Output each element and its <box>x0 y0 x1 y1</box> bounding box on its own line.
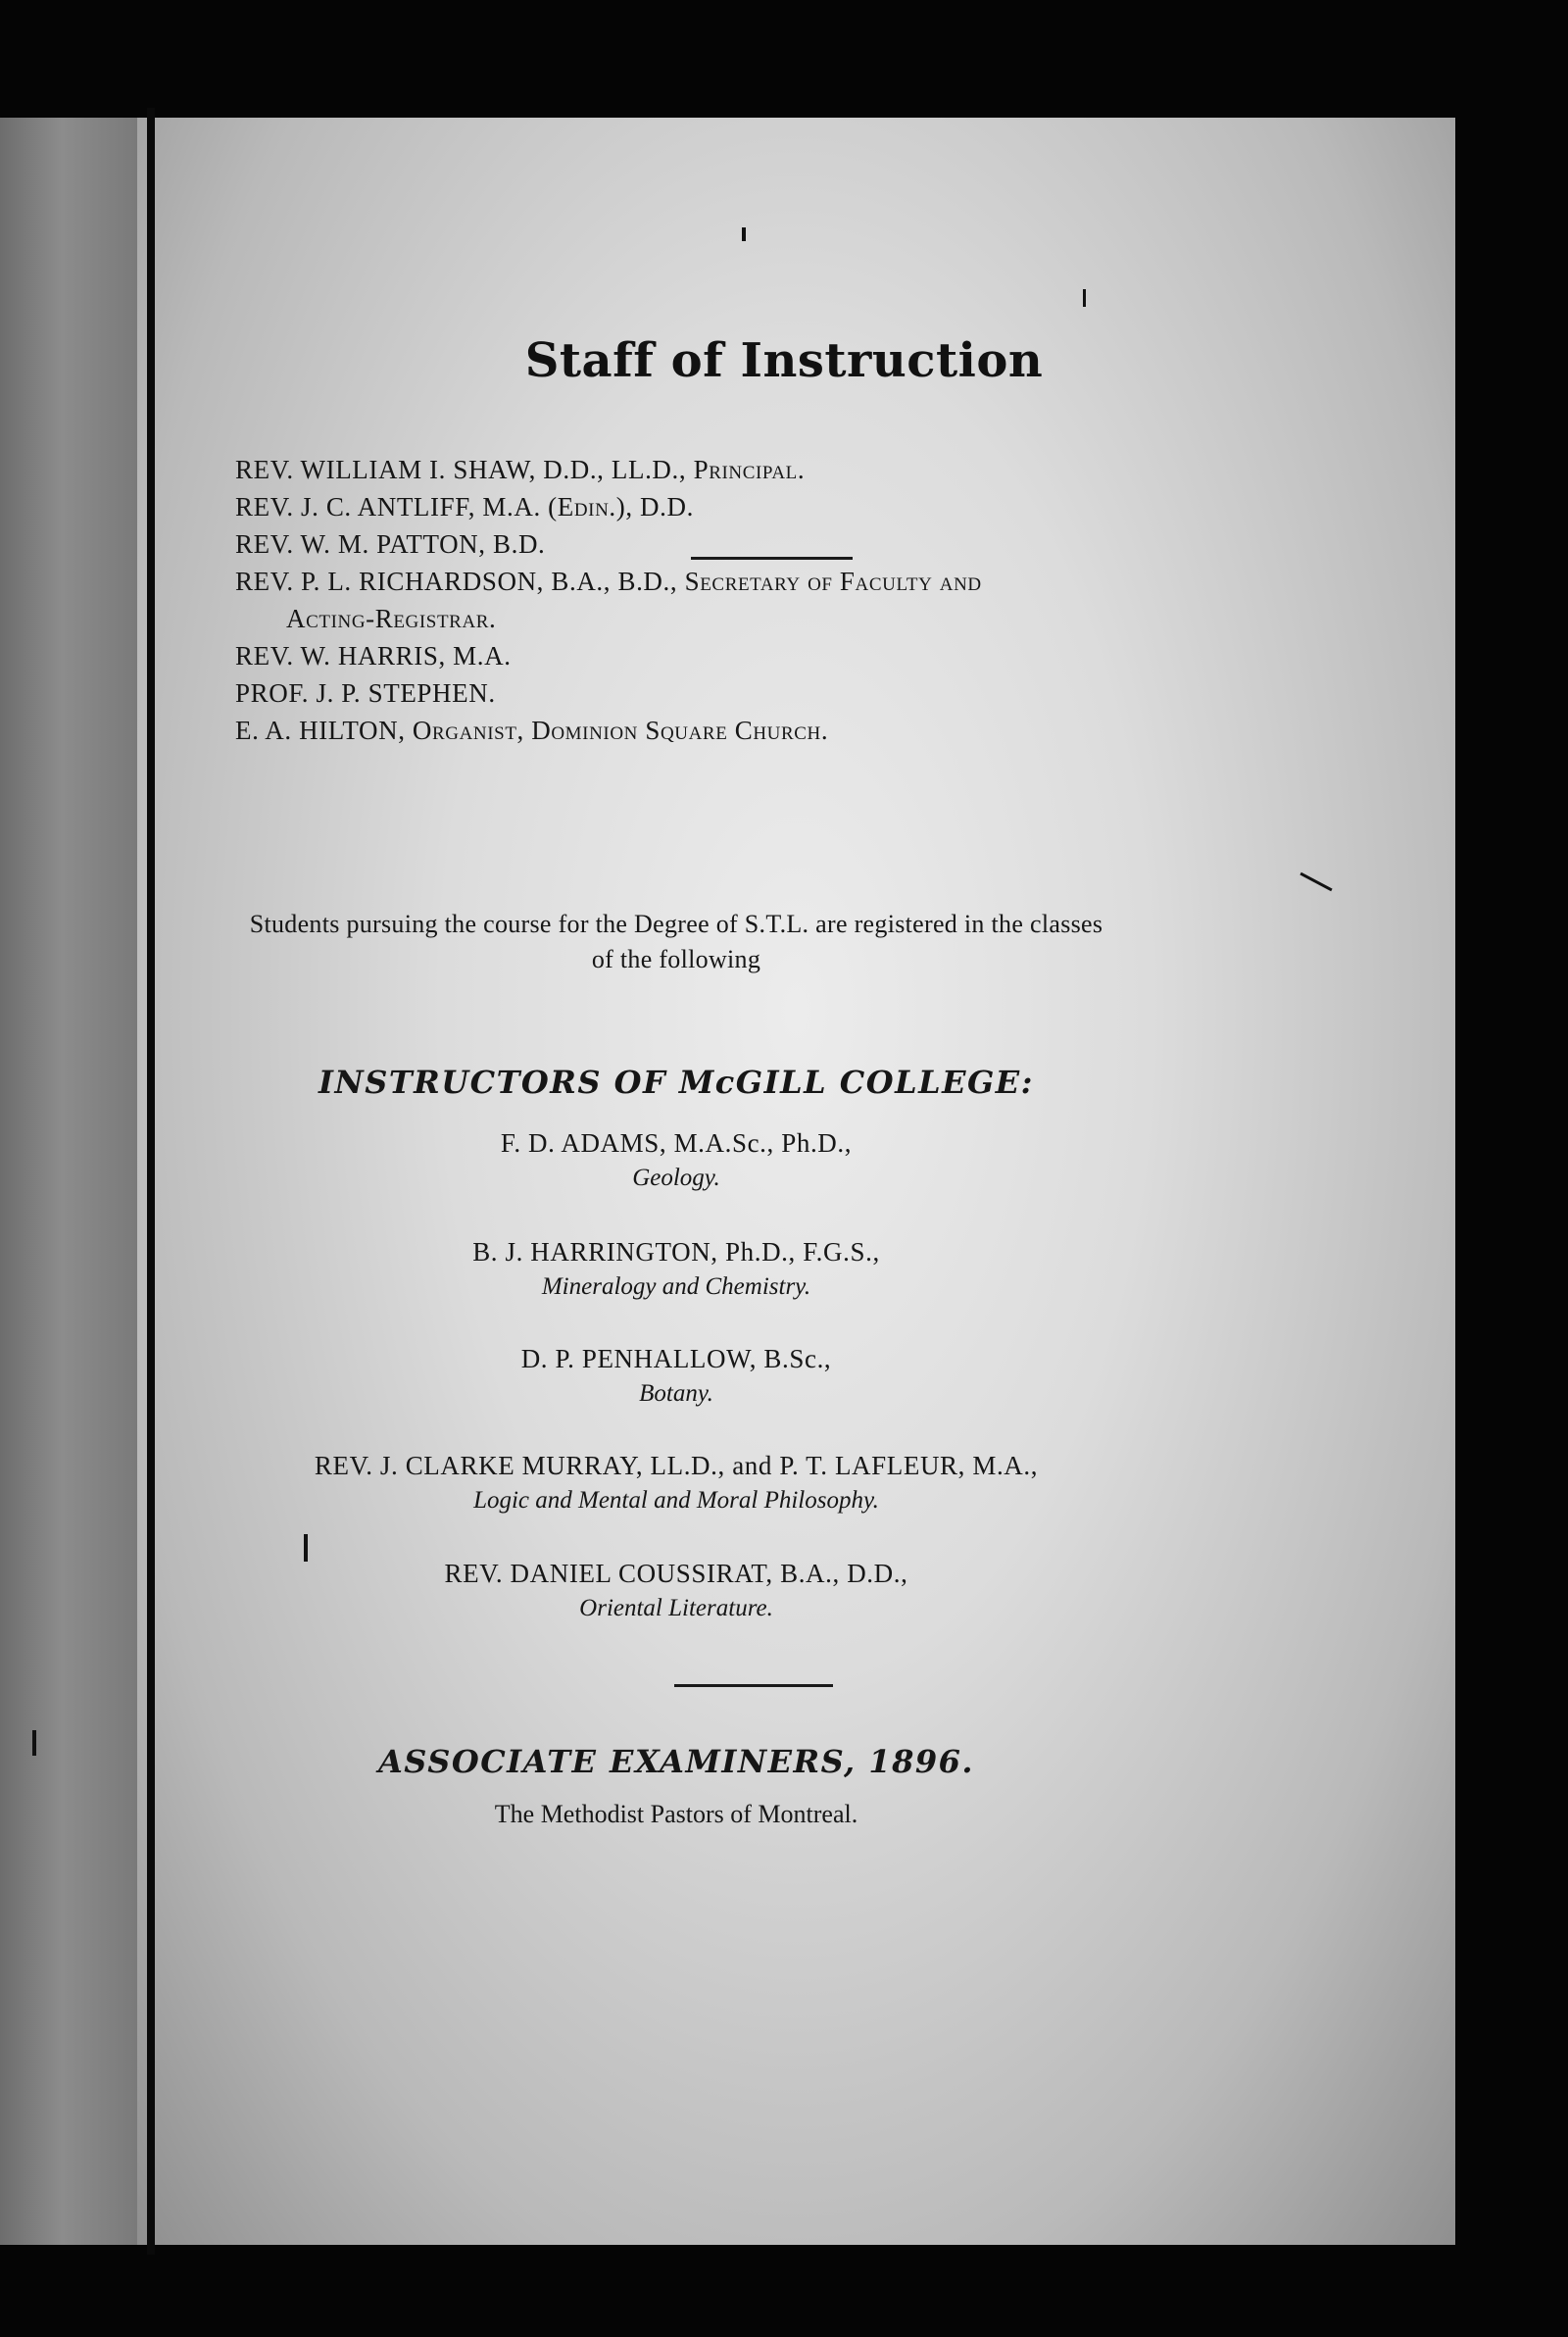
staff-entry <box>235 600 1274 637</box>
staff-name: E. A. HILTON, <box>235 716 406 745</box>
staff-name: REV. P. L. RICHARDSON, B.A., B.D., <box>235 567 678 596</box>
instructors-heading: INSTRUCTORS OF McGILL COLLEGE: <box>318 1064 1034 1101</box>
registration-note <box>137 907 1215 977</box>
instructor-name: REV. DANIEL COUSSIRAT, B.A., D.D., <box>444 1559 908 1588</box>
staff-name: PROF. J. P. STEPHEN. <box>235 678 496 708</box>
associate-examiners-heading: ASSOCIATE EXAMINERS, 1896. <box>377 1743 975 1780</box>
instructor-name: B. J. HARRINGTON, Ph.D., F.G.S., <box>472 1237 880 1267</box>
staff-role: Principal. <box>693 455 806 484</box>
instructor-subject: Mineralogy and Chemistry. <box>541 1273 811 1300</box>
staff-name: REV. WILLIAM I. SHAW, D.D., LL.D., <box>235 455 687 484</box>
staff-name: REV. J. C. ANTLIFF, M.A. <box>235 492 541 522</box>
staff-name: REV. W. HARRIS, M.A. <box>235 641 512 671</box>
note-line: of the following <box>591 945 761 973</box>
instructor-subject: Logic and Mental and Moral Philosophy. <box>473 1487 879 1514</box>
staff-role: (Edin.), D.D. <box>548 492 694 522</box>
instructor-entry <box>137 1233 1215 1304</box>
scan-speck <box>742 227 746 241</box>
staff-entry <box>235 451 1274 488</box>
instructor-subject: Oriental Literature. <box>579 1595 773 1621</box>
staff-role: Secretary of Faculty and <box>684 567 982 596</box>
staff-name: REV. W. M. PATTON, B.D. <box>235 529 546 559</box>
instructor-name: D. P. PENHALLOW, B.Sc., <box>520 1344 832 1373</box>
staff-list <box>235 451 1274 749</box>
instructor-name: REV. J. CLARKE MURRAY, LL.D., and P. T. LAFLEUR, M.A., <box>314 1451 1039 1480</box>
staff-role: Acting-Registrar. <box>286 604 497 633</box>
divider <box>674 1684 833 1687</box>
instructor-name: F. D. ADAMS, M.A.Sc., Ph.D., <box>500 1128 853 1158</box>
instructor-entry <box>137 1340 1215 1411</box>
instructor-entry <box>137 1124 1215 1195</box>
instructor-entry <box>137 1447 1215 1517</box>
page-title: Staff of Instruction <box>524 333 1044 388</box>
staff-role: Organist, Dominion Square Church. <box>412 716 829 745</box>
instructor-subject: Geology. <box>632 1165 720 1191</box>
note-line: Students pursuing the course for the Degree of S.T.L. are registered in the classes <box>249 910 1103 938</box>
instructor-entry <box>137 1555 1215 1625</box>
associate-examiners-text: The Methodist Pastors of Montreal. <box>494 1800 858 1828</box>
scan-speck <box>1083 289 1086 307</box>
scan-speck <box>32 1730 36 1756</box>
staff-entry <box>235 488 1274 525</box>
film-margin-left <box>0 118 137 2245</box>
staff-entry <box>235 525 1274 563</box>
staff-entry <box>235 674 1274 712</box>
instructor-subject: Botany. <box>639 1380 713 1407</box>
staff-entry <box>235 712 1274 749</box>
staff-entry <box>235 637 1274 674</box>
staff-entry <box>235 563 1274 600</box>
